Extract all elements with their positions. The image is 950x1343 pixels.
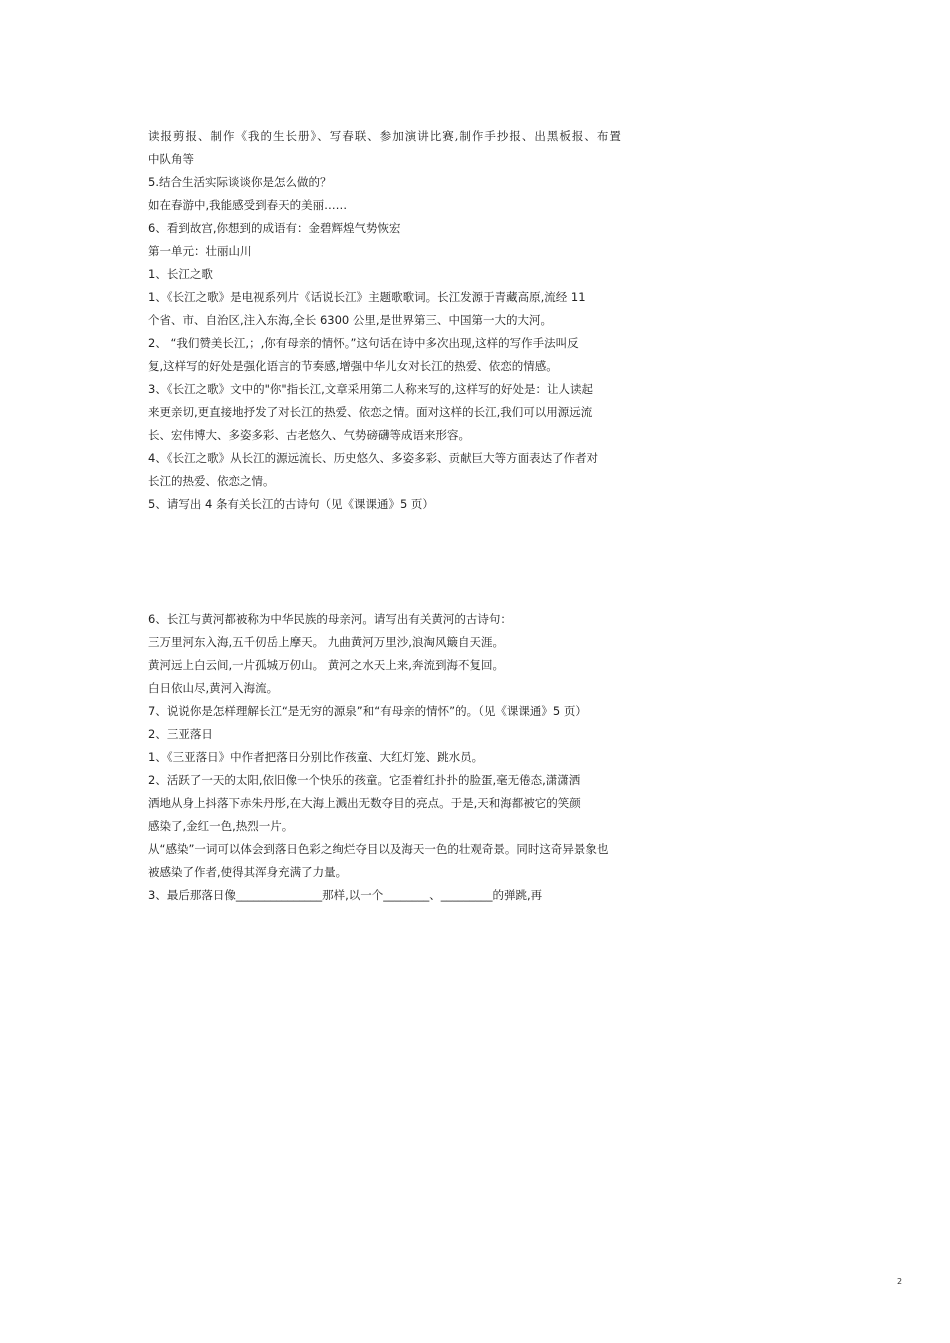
text-line: 4、《长江之歌》从长江的源远流长、历史悠久、多姿多彩、贡献巨大等方面表达了作者对 [148, 451, 599, 465]
text-line: 复,这样写的好处是强化语言的节奏感,增强中华儿女对长江的热爱、依恋的情感。 [148, 359, 558, 373]
text-line: 三万里河东入海,五千仞岳上摩天。 九曲黄河万里沙,浪淘风簸自天涯。 [148, 635, 504, 649]
text-line: 长、宏伟博大、多姿多彩、古老悠久、气势磅礴等成语来形容。 [148, 428, 470, 442]
text-line: 2、 “我们赞美长江,；,你有母亲的情怀。”这句话在诗中多次出现,这样的写作手法叫反 [148, 336, 579, 350]
text-line: 被感染了作者,使得其浑身充满了力量。 [148, 865, 348, 879]
text-line: 5.结合生活实际谈谈你是怎么做的？ [148, 175, 332, 189]
text-line: 读报剪报、制作《我的生长册》、写春联、参加演讲比赛,制作手抄报、出黑板报、布置 [148, 129, 622, 143]
text-line: 长江的热爱、依恋之情。 [148, 474, 275, 488]
text-line: 如在春游中,我能感受到春天的美丽…… [148, 198, 348, 212]
text-line: 感染了,金红一色,热烈一片。 [148, 819, 294, 833]
lesson-heading: 2、三亚落日 [148, 727, 213, 741]
text-line: 2、活跃了一天的太阳,依旧像一个快乐的孩童。它歪着红扑扑的脸蛋,毫无倦态,潇潇洒 [148, 773, 581, 787]
text-line: 中队角等 [148, 152, 194, 166]
text-line: 个省、市、自治区,注入东海,全长 6300 公里,是世界第三、中国第一大的大河。 [148, 313, 553, 327]
text-line: 3、《长江之歌》文中的"你"指长江,文章采用第二人称来写的,这样写的好处是：让人读起 [148, 382, 593, 396]
text-line: 7、说说你是怎样理解长江“是无穷的源泉”和“有母亲的情怀”的。（见《课课通》5 页） [148, 704, 587, 718]
text-line: 白日依山尽,黄河入海流。 [148, 681, 279, 695]
text-line: 3、最后那落日像_______________那样,以一个________、_________的弹跳,再 [148, 888, 543, 902]
text-line: 1、《三亚落日》中作者把落日分别比作孩童、大红灯笼、跳水员。 [148, 750, 484, 764]
section-heading: 第一单元：壮丽山川 [148, 244, 252, 258]
page-number: 2 [897, 1277, 903, 1286]
text-line: 从“感染”一词可以体会到落日色彩之绚烂夺目以及海天一色的壮观奇景。同时这奇异景象也 [148, 842, 609, 856]
text-line: 来更亲切,更直接地抒发了对长江的热爱、依恋之情。面对这样的长江,我们可以用源远流 [148, 405, 593, 419]
text-line: 6、看到故宫,你想到的成语有：金碧辉煌气势恢宏 [148, 221, 401, 235]
text-line: 6、长江与黄河都被称为中华民族的母亲河。请写出有关黄河的古诗句： [148, 612, 512, 626]
text-line: 1、《长江之歌》是电视系列片《话说长江》主题歌歌词。长江发源于青藏高原,流经 11 [148, 290, 586, 304]
text-line: 洒地从身上抖落下赤朱丹彤,在大海上溅出无数夺目的亮点。于是,天和海都被它的笑颜 [148, 796, 581, 810]
lesson-heading: 1、长江之歌 [148, 267, 213, 281]
text-line: 黄河远上白云间,一片孤城万仞山。 黄河之水天上来,奔流到海不复回。 [148, 658, 504, 672]
text-line: 5、请写出 4 条有关长江的古诗句（见《课课通》5 页） [148, 497, 434, 511]
